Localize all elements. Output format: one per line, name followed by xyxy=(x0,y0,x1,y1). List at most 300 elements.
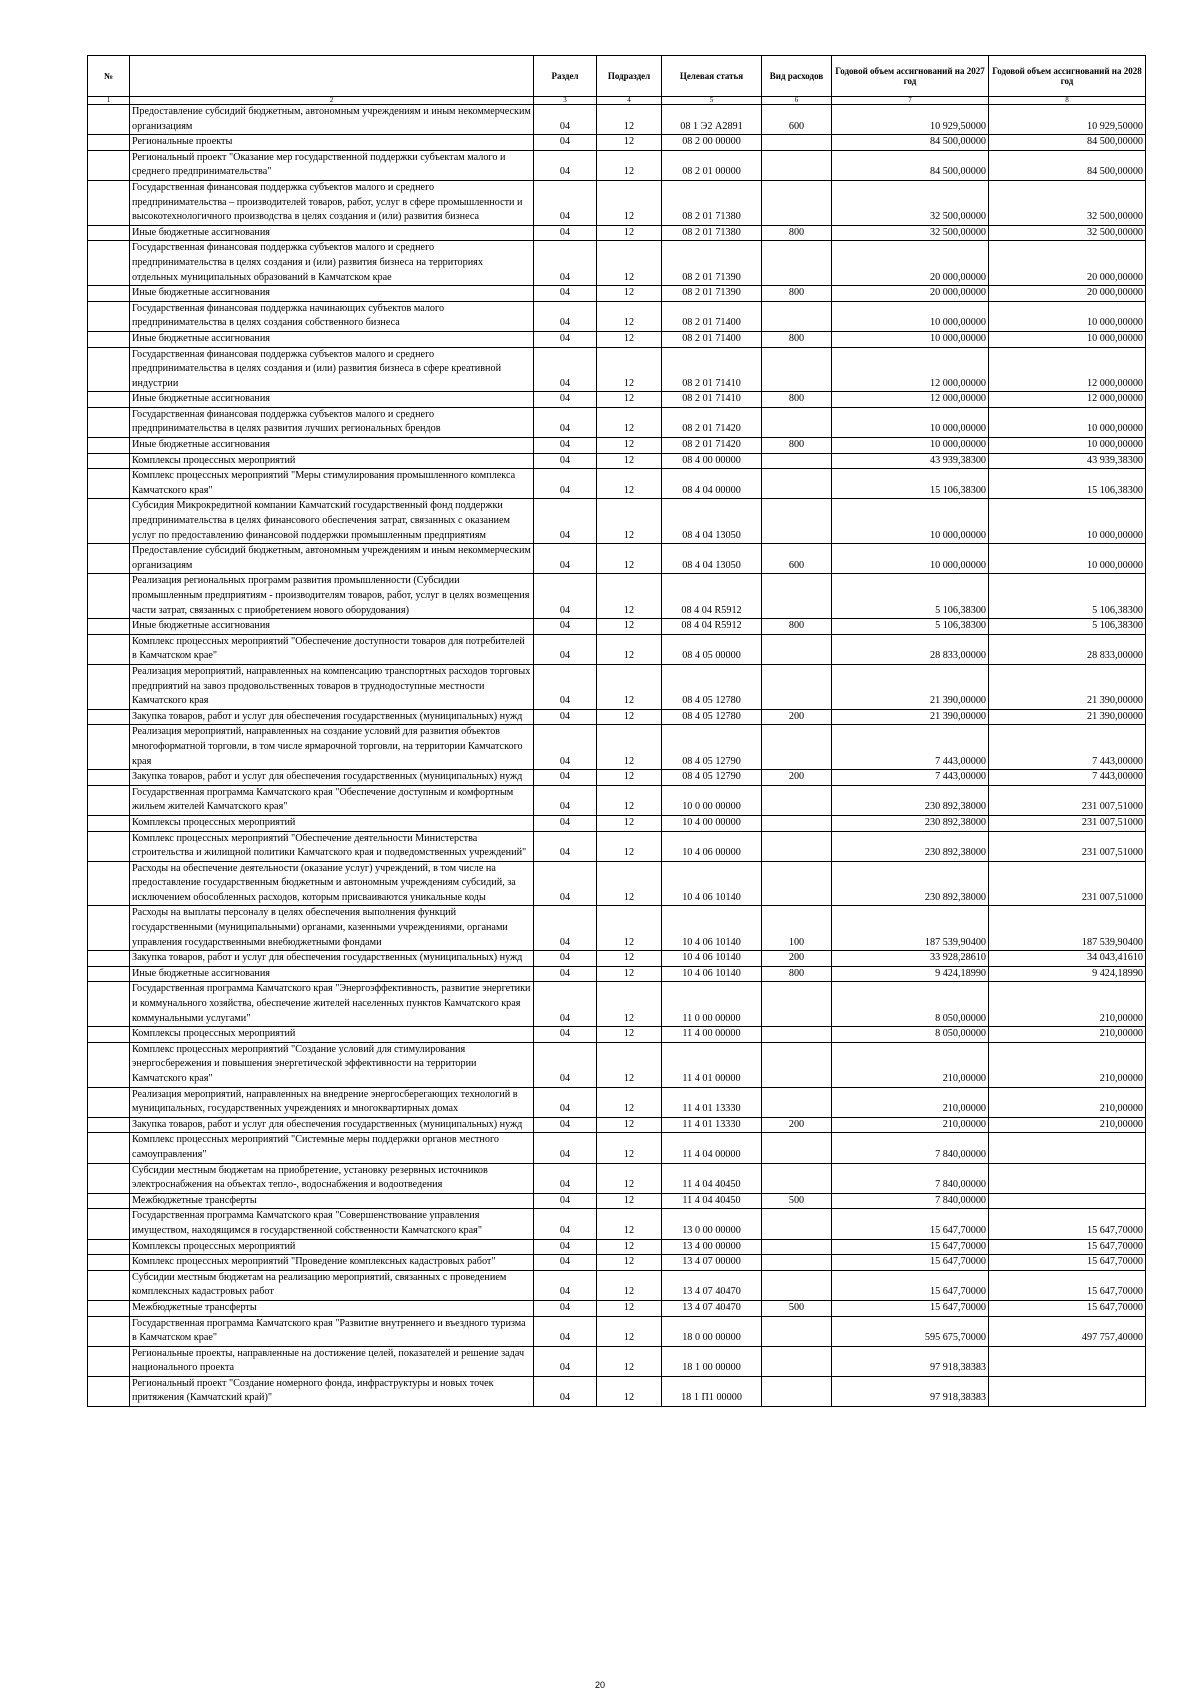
cell-num xyxy=(88,966,130,982)
cell-razdel: 04 xyxy=(534,574,597,619)
cell-2028: 20 000,00000 xyxy=(989,241,1146,286)
cell-razdel: 04 xyxy=(534,286,597,302)
cell-vid xyxy=(762,150,832,180)
cell-2027: 10 000,00000 xyxy=(832,331,989,347)
cell-name: Иные бюджетные ассигнования xyxy=(130,225,534,241)
cell-celevaya: 08 2 00 00000 xyxy=(662,135,762,151)
cell-celevaya: 13 4 07 00000 xyxy=(662,1255,762,1271)
cell-razdel: 04 xyxy=(534,1117,597,1133)
cell-num xyxy=(88,574,130,619)
cell-vid xyxy=(762,831,832,861)
cell-num xyxy=(88,664,130,709)
cell-vid xyxy=(762,982,832,1027)
cell-celevaya: 08 2 01 71380 xyxy=(662,225,762,241)
cell-vid: 500 xyxy=(762,1300,832,1316)
cell-num xyxy=(88,709,130,725)
cell-num xyxy=(88,982,130,1027)
cell-2028: 231 007,51000 xyxy=(989,831,1146,861)
table-row xyxy=(88,301,1146,331)
cell-vid: 800 xyxy=(762,619,832,635)
cell-podrazdel: 12 xyxy=(597,347,662,392)
cell-2028: 231 007,51000 xyxy=(989,785,1146,815)
cell-vid: 800 xyxy=(762,286,832,302)
cell-num xyxy=(88,1193,130,1209)
cell-name: Иные бюджетные ассигнования xyxy=(130,392,534,408)
cell-2028: 21 390,00000 xyxy=(989,664,1146,709)
cell-celevaya: 10 0 00 00000 xyxy=(662,785,762,815)
cell-num xyxy=(88,906,130,951)
cell-razdel: 04 xyxy=(534,725,597,770)
cell-2027: 15 647,70000 xyxy=(832,1239,989,1255)
cell-celevaya: 08 2 01 71400 xyxy=(662,331,762,347)
cell-num xyxy=(88,241,130,286)
cell-2028: 32 500,00000 xyxy=(989,225,1146,241)
cell-vid xyxy=(762,407,832,437)
cell-2027: 10 000,00000 xyxy=(832,438,989,454)
table-row xyxy=(88,180,1146,225)
cell-vid xyxy=(762,1255,832,1271)
cell-2027: 7 443,00000 xyxy=(832,770,989,786)
cell-podrazdel: 12 xyxy=(597,1163,662,1193)
cell-razdel: 04 xyxy=(534,347,597,392)
cell-vid xyxy=(762,301,832,331)
cell-num xyxy=(88,1042,130,1087)
cell-vid xyxy=(762,574,832,619)
cell-num xyxy=(88,1133,130,1163)
cell-razdel: 04 xyxy=(534,785,597,815)
cell-podrazdel: 12 xyxy=(597,453,662,469)
cell-celevaya: 08 4 04 13050 xyxy=(662,499,762,544)
cell-2027: 210,00000 xyxy=(832,1042,989,1087)
cell-2028: 497 757,40000 xyxy=(989,1316,1146,1346)
cell-razdel: 04 xyxy=(534,831,597,861)
cell-num xyxy=(88,392,130,408)
cell-2028: 84 500,00000 xyxy=(989,150,1146,180)
cell-podrazdel: 12 xyxy=(597,1316,662,1346)
column-number-row xyxy=(88,97,1146,105)
cell-2028: 231 007,51000 xyxy=(989,815,1146,831)
table-row xyxy=(88,1163,1146,1193)
cell-2028: 21 390,00000 xyxy=(989,709,1146,725)
cell-2027: 84 500,00000 xyxy=(832,150,989,180)
cell-name: Комплекс процессных мероприятий "Меры стимулирования промышленного комплекса Камчатского края" xyxy=(130,469,534,499)
cell-razdel: 04 xyxy=(534,438,597,454)
cell-2027: 21 390,00000 xyxy=(832,709,989,725)
cell-2027: 21 390,00000 xyxy=(832,664,989,709)
cell-num xyxy=(88,180,130,225)
cell-name: Государственная программа Камчатского края "Развитие внутреннего и въездного туризма в Камчатском крае" xyxy=(130,1316,534,1346)
cell-razdel: 04 xyxy=(534,499,597,544)
cell-name: Государственная финансовая поддержка начинающих субъектов малого предпринимательства в целях создания собственного бизнеса xyxy=(130,301,534,331)
cell-razdel: 04 xyxy=(534,301,597,331)
table-row xyxy=(88,709,1146,725)
cell-razdel: 04 xyxy=(534,392,597,408)
cell-2027: 10 000,00000 xyxy=(832,499,989,544)
cell-celevaya: 08 4 04 13050 xyxy=(662,544,762,574)
cell-podrazdel: 12 xyxy=(597,1346,662,1376)
cell-name: Субсидии местным бюджетам на приобретение, установку резервных источников электроснабжения на объектах тепло-, водоснабжения и водоотведения xyxy=(130,1163,534,1193)
cell-razdel: 04 xyxy=(534,619,597,635)
cell-name: Государственная программа Камчатского края "Обеспечение доступным и комфортным жильем жителей Камчатского края" xyxy=(130,785,534,815)
cell-razdel: 04 xyxy=(534,861,597,906)
cell-podrazdel: 12 xyxy=(597,906,662,951)
cell-2027: 12 000,00000 xyxy=(832,347,989,392)
cell-name: Закупка товаров, работ и услуг для обеспечения государственных (муниципальных) нужд xyxy=(130,1117,534,1133)
cell-2028: 7 443,00000 xyxy=(989,725,1146,770)
cell-name: Комплекс процессных мероприятий "Системные меры поддержки органов местного самоуправления" xyxy=(130,1133,534,1163)
cell-name: Предоставление субсидий бюджетным, автономным учреждениям и иным некоммерческим организациям xyxy=(130,105,534,135)
cell-celevaya: 08 2 01 71410 xyxy=(662,347,762,392)
cell-celevaya: 11 4 01 13330 xyxy=(662,1117,762,1133)
cell-razdel: 04 xyxy=(534,1133,597,1163)
cell-celevaya: 08 4 04 00000 xyxy=(662,469,762,499)
cell-podrazdel: 12 xyxy=(597,966,662,982)
header-2028: Годовой объем ассигнований на 2028 год xyxy=(989,56,1146,97)
cell-name: Государственная программа Камчатского края "Энергоэффективность, развитие энергетики и коммунального хозяйства, обеспечение жителей населенных пунктов Камчатского края коммунальными услугами" xyxy=(130,982,534,1027)
cell-num xyxy=(88,225,130,241)
cell-vid: 500 xyxy=(762,1193,832,1209)
cell-celevaya: 11 4 00 00000 xyxy=(662,1027,762,1043)
cell-podrazdel: 12 xyxy=(597,331,662,347)
cell-2028 xyxy=(989,1133,1146,1163)
cell-name: Комплекс процессных мероприятий "Создание условий для стимулирования энергосбережения и повышения энергетической эффективности на территории Камчатского края" xyxy=(130,1042,534,1087)
table-row xyxy=(88,831,1146,861)
cell-vid xyxy=(762,1042,832,1087)
cell-podrazdel: 12 xyxy=(597,982,662,1027)
cell-razdel: 04 xyxy=(534,135,597,151)
cell-podrazdel: 12 xyxy=(597,286,662,302)
cell-num xyxy=(88,861,130,906)
cell-podrazdel: 12 xyxy=(597,785,662,815)
cell-2027: 230 892,38000 xyxy=(832,785,989,815)
cell-vid xyxy=(762,1376,832,1406)
table-row xyxy=(88,499,1146,544)
table-row xyxy=(88,634,1146,664)
cell-vid xyxy=(762,634,832,664)
cell-name: Реализация мероприятий, направленных на компенсацию транспортных расходов торговых предприятий на завоз продовольственных товаров в труднодоступные местности Камчатского края xyxy=(130,664,534,709)
cell-2027: 15 647,70000 xyxy=(832,1255,989,1271)
table-row xyxy=(88,1239,1146,1255)
cell-2028 xyxy=(989,1376,1146,1406)
cell-num xyxy=(88,1255,130,1271)
table-row xyxy=(88,966,1146,982)
cell-2028: 231 007,51000 xyxy=(989,861,1146,906)
cell-name: Комплексы процессных мероприятий xyxy=(130,1027,534,1043)
column-number: 1 xyxy=(88,97,130,105)
cell-podrazdel: 12 xyxy=(597,407,662,437)
cell-vid: 800 xyxy=(762,438,832,454)
cell-name: Комплекс процессных мероприятий "Проведение комплексных кадастровых работ" xyxy=(130,1255,534,1271)
cell-name: Государственная финансовая поддержка субъектов малого и среднего предпринимательства – производителей товаров, работ, услуг в сфере промышленности и высокотехнологичного производства в целях создания и (или) развития бизнеса xyxy=(130,180,534,225)
cell-razdel: 04 xyxy=(534,225,597,241)
cell-podrazdel: 12 xyxy=(597,225,662,241)
cell-2028: 10 000,00000 xyxy=(989,438,1146,454)
cell-podrazdel: 12 xyxy=(597,1300,662,1316)
cell-num xyxy=(88,725,130,770)
cell-celevaya: 08 4 04 R5912 xyxy=(662,574,762,619)
cell-num xyxy=(88,1209,130,1239)
cell-2027: 15 647,70000 xyxy=(832,1300,989,1316)
cell-2027: 7 443,00000 xyxy=(832,725,989,770)
header-2027: Годовой объем ассигнований на 2027 год xyxy=(832,56,989,97)
cell-2027: 15 647,70000 xyxy=(832,1270,989,1300)
cell-name: Региональный проект "Создание номерного фонда, инфраструктуры и новых точек притяжения (Камчатский край)" xyxy=(130,1376,534,1406)
cell-num xyxy=(88,1300,130,1316)
cell-2027: 210,00000 xyxy=(832,1087,989,1117)
cell-num xyxy=(88,453,130,469)
cell-2027: 84 500,00000 xyxy=(832,135,989,151)
cell-2028: 10 000,00000 xyxy=(989,407,1146,437)
cell-2027: 28 833,00000 xyxy=(832,634,989,664)
cell-razdel: 04 xyxy=(534,180,597,225)
cell-2028: 10 000,00000 xyxy=(989,331,1146,347)
cell-name: Иные бюджетные ассигнования xyxy=(130,966,534,982)
table-row xyxy=(88,1087,1146,1117)
cell-podrazdel: 12 xyxy=(597,1133,662,1163)
cell-2027: 43 939,38300 xyxy=(832,453,989,469)
cell-vid xyxy=(762,861,832,906)
cell-razdel: 04 xyxy=(534,150,597,180)
cell-name: Реализация мероприятий, направленных на создание условий для развития объектов многоформатной торговли, в том числе ярмарочной торговли, на территории Камчатского края xyxy=(130,725,534,770)
cell-razdel: 04 xyxy=(534,1346,597,1376)
cell-2028: 15 647,70000 xyxy=(989,1209,1146,1239)
table-row xyxy=(88,438,1146,454)
table-row xyxy=(88,286,1146,302)
table-row xyxy=(88,1376,1146,1406)
cell-vid: 200 xyxy=(762,1117,832,1133)
cell-celevaya: 10 4 06 10140 xyxy=(662,861,762,906)
cell-vid: 800 xyxy=(762,966,832,982)
cell-2028: 5 106,38300 xyxy=(989,574,1146,619)
cell-razdel: 04 xyxy=(534,1042,597,1087)
cell-2028: 20 000,00000 xyxy=(989,286,1146,302)
column-number: 7 xyxy=(832,97,989,105)
cell-num xyxy=(88,634,130,664)
header-vid: Вид расходов xyxy=(762,56,832,97)
cell-podrazdel: 12 xyxy=(597,861,662,906)
cell-num xyxy=(88,438,130,454)
cell-razdel: 04 xyxy=(534,951,597,967)
cell-2028: 7 443,00000 xyxy=(989,770,1146,786)
cell-num xyxy=(88,407,130,437)
cell-name: Комплекс процессных мероприятий "Обеспечение деятельности Министерства строительства и жилищной политики Камчатского края и подведомственных учреждений" xyxy=(130,831,534,861)
cell-2028: 10 929,50000 xyxy=(989,105,1146,135)
cell-razdel: 04 xyxy=(534,634,597,664)
table-row xyxy=(88,1042,1146,1087)
cell-vid xyxy=(762,1316,832,1346)
cell-2027: 230 892,38000 xyxy=(832,831,989,861)
cell-podrazdel: 12 xyxy=(597,1087,662,1117)
table-row xyxy=(88,1255,1146,1271)
table-row xyxy=(88,906,1146,951)
cell-name: Субсидия Микрокредитной компании Камчатский государственный фонд поддержки предпринимательства в целях финансового обеспечения затрат, связанных с оказанием услуг по предоставлению финансовой поддержки промышленным предприятиям xyxy=(130,499,534,544)
cell-name: Комплекс процессных мероприятий "Обеспечение доступности товаров для потребителей в Камчатском крае" xyxy=(130,634,534,664)
cell-celevaya: 08 1 Э2 А2891 xyxy=(662,105,762,135)
cell-num xyxy=(88,499,130,544)
cell-razdel: 04 xyxy=(534,1027,597,1043)
cell-celevaya: 08 2 01 71420 xyxy=(662,407,762,437)
cell-name: Расходы на выплаты персоналу в целях обеспечения выполнения функций государственными (муниципальными) органами, казенными учреждениями, органами управления государственными внебюджетными фондами xyxy=(130,906,534,951)
header-num: № xyxy=(88,56,130,97)
cell-num xyxy=(88,1270,130,1300)
cell-2027: 33 928,28610 xyxy=(832,951,989,967)
cell-celevaya: 08 2 01 71390 xyxy=(662,286,762,302)
cell-vid xyxy=(762,725,832,770)
cell-2027: 8 050,00000 xyxy=(832,982,989,1027)
cell-celevaya: 10 4 06 10140 xyxy=(662,966,762,982)
cell-podrazdel: 12 xyxy=(597,1193,662,1209)
cell-vid xyxy=(762,815,832,831)
cell-2027: 9 424,18990 xyxy=(832,966,989,982)
cell-vid xyxy=(762,241,832,286)
cell-celevaya: 08 4 05 12780 xyxy=(662,709,762,725)
cell-podrazdel: 12 xyxy=(597,135,662,151)
column-number: 5 xyxy=(662,97,762,105)
cell-razdel: 04 xyxy=(534,331,597,347)
cell-vid: 600 xyxy=(762,105,832,135)
cell-vid xyxy=(762,1087,832,1117)
cell-celevaya: 08 4 05 12790 xyxy=(662,770,762,786)
cell-2028: 9 424,18990 xyxy=(989,966,1146,982)
cell-podrazdel: 12 xyxy=(597,815,662,831)
cell-num xyxy=(88,1163,130,1193)
cell-podrazdel: 12 xyxy=(597,1255,662,1271)
cell-name: Региональный проект "Оказание мер государственной поддержки субъектам малого и среднего предпринимательства" xyxy=(130,150,534,180)
cell-vid xyxy=(762,1163,832,1193)
cell-2027: 187 539,90400 xyxy=(832,906,989,951)
cell-podrazdel: 12 xyxy=(597,1376,662,1406)
column-number: 6 xyxy=(762,97,832,105)
page-number: 20 xyxy=(594,1680,605,1690)
cell-num xyxy=(88,150,130,180)
cell-celevaya: 11 4 04 00000 xyxy=(662,1133,762,1163)
cell-num xyxy=(88,770,130,786)
cell-celevaya: 08 2 01 71420 xyxy=(662,438,762,454)
column-number: 4 xyxy=(597,97,662,105)
header-row xyxy=(88,56,1146,97)
cell-2027: 230 892,38000 xyxy=(832,861,989,906)
cell-2028: 15 647,70000 xyxy=(989,1239,1146,1255)
cell-2028: 210,00000 xyxy=(989,1042,1146,1087)
cell-name: Региональные проекты xyxy=(130,135,534,151)
cell-vid: 200 xyxy=(762,709,832,725)
cell-celevaya: 13 4 00 00000 xyxy=(662,1239,762,1255)
cell-celevaya: 08 4 00 00000 xyxy=(662,453,762,469)
cell-podrazdel: 12 xyxy=(597,438,662,454)
cell-num xyxy=(88,286,130,302)
budget-table xyxy=(87,55,1146,1407)
cell-2028: 15 106,38300 xyxy=(989,469,1146,499)
cell-razdel: 04 xyxy=(534,815,597,831)
cell-vid xyxy=(762,664,832,709)
header-celevaya: Целевая статья xyxy=(662,56,762,97)
cell-2027: 5 106,38300 xyxy=(832,619,989,635)
cell-celevaya: 18 1 П1 00000 xyxy=(662,1376,762,1406)
table-row xyxy=(88,1193,1146,1209)
cell-podrazdel: 12 xyxy=(597,1209,662,1239)
cell-celevaya: 18 0 00 00000 xyxy=(662,1316,762,1346)
cell-vid: 200 xyxy=(762,951,832,967)
cell-2027: 7 840,00000 xyxy=(832,1193,989,1209)
cell-num xyxy=(88,1117,130,1133)
table-row xyxy=(88,150,1146,180)
table-row xyxy=(88,544,1146,574)
cell-name: Реализация региональных программ развития промышленности (Субсидии промышленным предприятиям - производителям товаров, работ, услуг в целях возмещения части затрат, связанных с приобретением нового оборудования) xyxy=(130,574,534,619)
cell-2027: 595 675,70000 xyxy=(832,1316,989,1346)
cell-vid: 600 xyxy=(762,544,832,574)
table-row xyxy=(88,331,1146,347)
cell-podrazdel: 12 xyxy=(597,301,662,331)
cell-vid xyxy=(762,469,832,499)
cell-razdel: 04 xyxy=(534,1163,597,1193)
cell-2028: 210,00000 xyxy=(989,1027,1146,1043)
cell-podrazdel: 12 xyxy=(597,392,662,408)
cell-vid xyxy=(762,453,832,469)
cell-celevaya: 18 1 00 00000 xyxy=(662,1346,762,1376)
cell-razdel: 04 xyxy=(534,982,597,1027)
cell-2027: 7 840,00000 xyxy=(832,1163,989,1193)
cell-podrazdel: 12 xyxy=(597,831,662,861)
cell-2027: 10 000,00000 xyxy=(832,407,989,437)
cell-celevaya: 08 4 05 12790 xyxy=(662,725,762,770)
cell-name: Межбюджетные трансферты xyxy=(130,1300,534,1316)
table-row xyxy=(88,1209,1146,1239)
cell-name: Иные бюджетные ассигнования xyxy=(130,286,534,302)
cell-num xyxy=(88,1239,130,1255)
table-row xyxy=(88,815,1146,831)
table-row xyxy=(88,1133,1146,1163)
table-row xyxy=(88,469,1146,499)
cell-2028: 210,00000 xyxy=(989,982,1146,1027)
cell-2028: 12 000,00000 xyxy=(989,347,1146,392)
cell-num xyxy=(88,951,130,967)
table-row xyxy=(88,105,1146,135)
cell-vid xyxy=(762,1270,832,1300)
cell-2027: 32 500,00000 xyxy=(832,225,989,241)
cell-2027: 210,00000 xyxy=(832,1117,989,1133)
cell-podrazdel: 12 xyxy=(597,1042,662,1087)
cell-2028 xyxy=(989,1193,1146,1209)
cell-podrazdel: 12 xyxy=(597,241,662,286)
cell-razdel: 04 xyxy=(534,241,597,286)
cell-razdel: 04 xyxy=(534,966,597,982)
cell-celevaya: 11 4 04 40450 xyxy=(662,1163,762,1193)
table-row xyxy=(88,407,1146,437)
cell-name: Межбюджетные трансферты xyxy=(130,1193,534,1209)
cell-celevaya: 11 4 01 13330 xyxy=(662,1087,762,1117)
cell-vid: 800 xyxy=(762,331,832,347)
cell-razdel: 04 xyxy=(534,709,597,725)
cell-vid xyxy=(762,1239,832,1255)
table-row xyxy=(88,241,1146,286)
cell-2027: 15 647,70000 xyxy=(832,1209,989,1239)
cell-2028: 32 500,00000 xyxy=(989,180,1146,225)
table-row xyxy=(88,725,1146,770)
column-number: 8 xyxy=(989,97,1146,105)
cell-num xyxy=(88,135,130,151)
cell-celevaya: 08 2 01 71390 xyxy=(662,241,762,286)
cell-razdel: 04 xyxy=(534,906,597,951)
column-number: 2 xyxy=(130,97,534,105)
table-row xyxy=(88,574,1146,619)
cell-podrazdel: 12 xyxy=(597,1239,662,1255)
cell-2027: 97 918,38383 xyxy=(832,1376,989,1406)
table-row xyxy=(88,951,1146,967)
cell-razdel: 04 xyxy=(534,664,597,709)
cell-num xyxy=(88,105,130,135)
cell-vid xyxy=(762,499,832,544)
cell-num xyxy=(88,1027,130,1043)
